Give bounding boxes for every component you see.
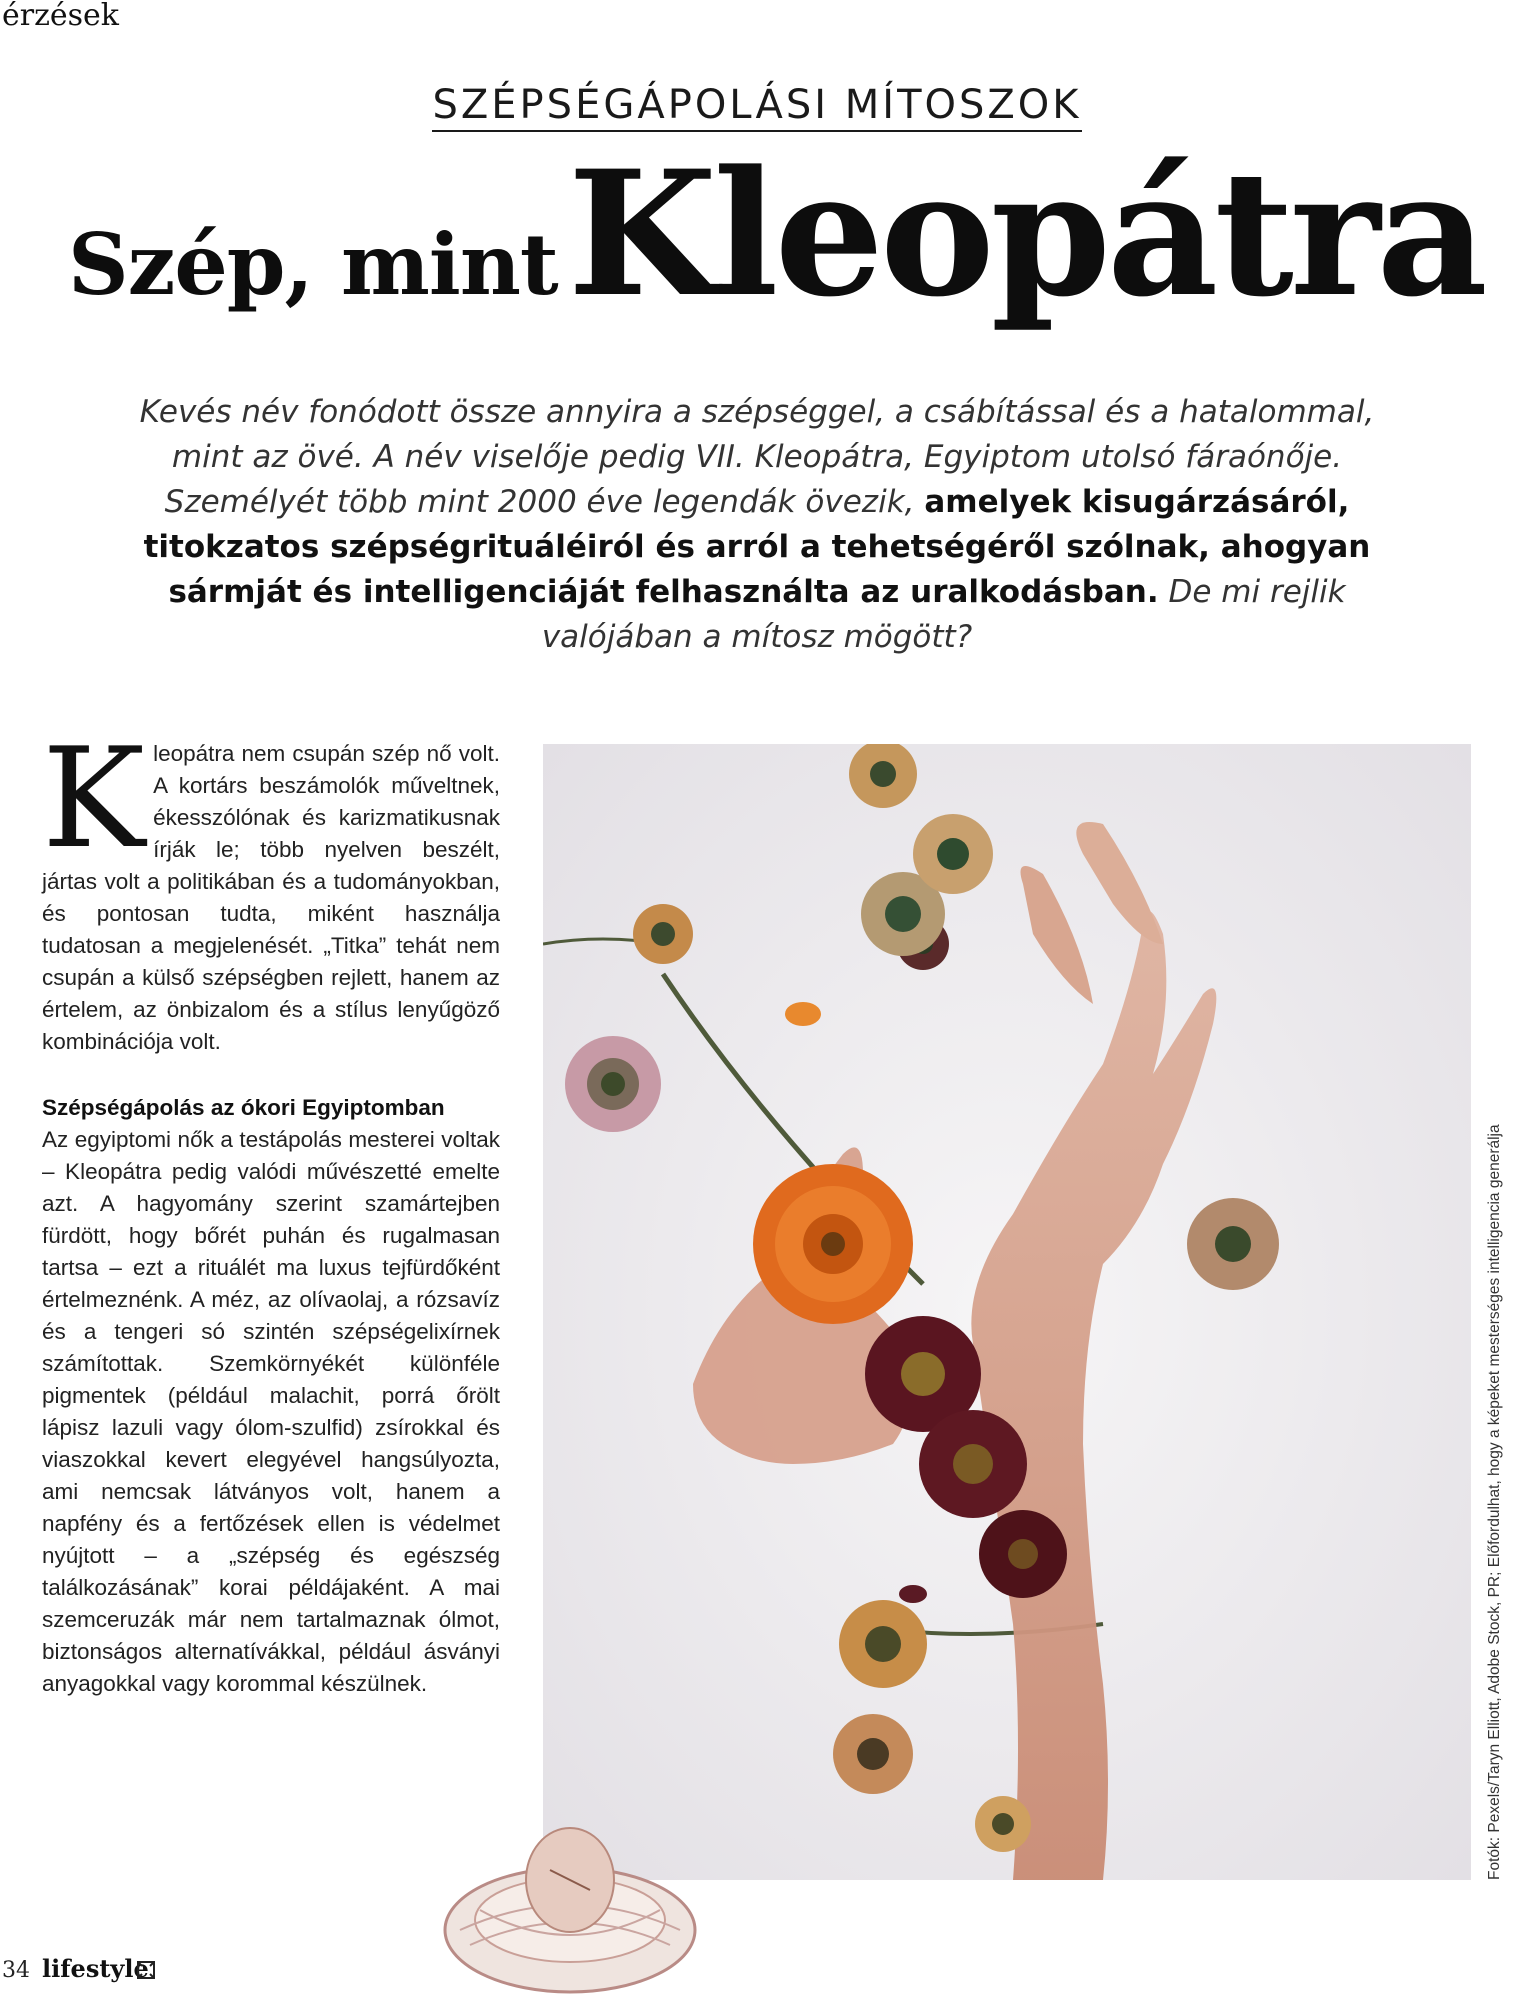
paragraph-1: leopátra nem csupán szép nő volt. A kortárs beszámolók műveltnek, ékesszólónak és karizmatikusnak írják le; több nyelven beszélt, jártas volt a politikában és a tudományokban, és pontosan tudta, miként használja tudatosan a megjelenését. „Titka” tehát nem csupán a külső szépségben rejlett, hanem az értelem, az önbizalom és a stílus lenyűgöző kombinációja volt. [42, 741, 500, 1054]
petal-icon [899, 1585, 927, 1603]
dried-flower-icon [1187, 1198, 1279, 1290]
burgundy-flower-icon [979, 1510, 1067, 1598]
orange-flower-icon [753, 1164, 913, 1324]
article-lead [100, 390, 1414, 660]
title-main: Kleopátra [567, 132, 1484, 335]
lead-intro: Kevés név fonódott össze annyira a szépséggel, a csábítással és a hatalommal, mint az övé. A név viselője pedig VII. Kleopátra, Egyiptom utolsó fáraónője. Személyét több mint 2000 éve legendák övezik, [139, 394, 1375, 520]
section-label: érzések [2, 0, 119, 33]
article-title [68, 132, 1484, 335]
petal-icon [785, 1002, 821, 1026]
pink-flower-icon [565, 1036, 661, 1132]
nest-illustration [420, 1760, 720, 2000]
paragraph-2: Az egyiptomi nők a testápolás mesterei voltak – Kleopátra pedig valódi művészetté emelte azt. A hagyomány szerint szamártejben fürdött, hogy bőrét puhán és rugalmasan tartsa – ezt a rituálét ma luxus tejfürdőként értelmeznénk. A méz, az olívaolaj, a rózsavíz és a tengeri só szintén szépségelixírnek számítottak. Szemkörnyékét különféle pigmentek (például malachit, porrá őrölt lápisz lazuli vagy ólom-szulfid) zsírokkal és viaszokkal kevert elegyével hangsúlyozta, ami nemcsak látványos volt, hanem a napfény és a fertőzések ellen is védelmet nyújtott – a „szépség és egészség találkozásának” korai példájaként. A mai szemceruzák már nem tartalmaznak ólmot, biztonságos alternatívákkal, például ásványi anyagokkal vagy korommal készülnek. [42, 1127, 500, 1696]
article-kicker [0, 82, 1514, 128]
title-prefix: Szép, mint [68, 215, 558, 314]
kicker-text: SZÉPSÉGÁPOLÁSI MÍTOSZOK [432, 82, 1081, 132]
bath-flowers-photo [543, 744, 1471, 1880]
article-body [42, 718, 500, 1700]
drop-cap: K [42, 718, 146, 879]
brand-square-icon [136, 1960, 156, 1980]
dried-flower-icon [839, 1600, 927, 1688]
page-number: 34 [2, 1958, 30, 1983]
dried-flower-icon [975, 1796, 1031, 1852]
dried-flower-icon [833, 1714, 913, 1794]
burgundy-flower-icon [919, 1410, 1027, 1518]
magazine-brand: lifestyle [42, 1954, 149, 1983]
photo-illustration [543, 744, 1471, 1880]
dried-flower-icon [913, 814, 993, 894]
photo-credit: Fotók: Pexels/Taryn Elliott, Adobe Stock, PR; Előfordulhat, hogy a képeket mesterséges intelligencia generálja [1486, 1124, 1503, 1880]
lead-question: De mi rejlik valójában a mítosz mögött? [541, 574, 1346, 655]
lead-bold: amelyek kisugárzásáról, titokzatos szépségrituáléiról és arról a tehetségéről szólnak, ahogyan sármját és intelligenciáját felhasználta az uralkodásban. [143, 484, 1371, 610]
dried-flower-icon [633, 904, 693, 964]
subheading: Szépségápolás az ókori Egyiptomban [42, 1095, 445, 1120]
